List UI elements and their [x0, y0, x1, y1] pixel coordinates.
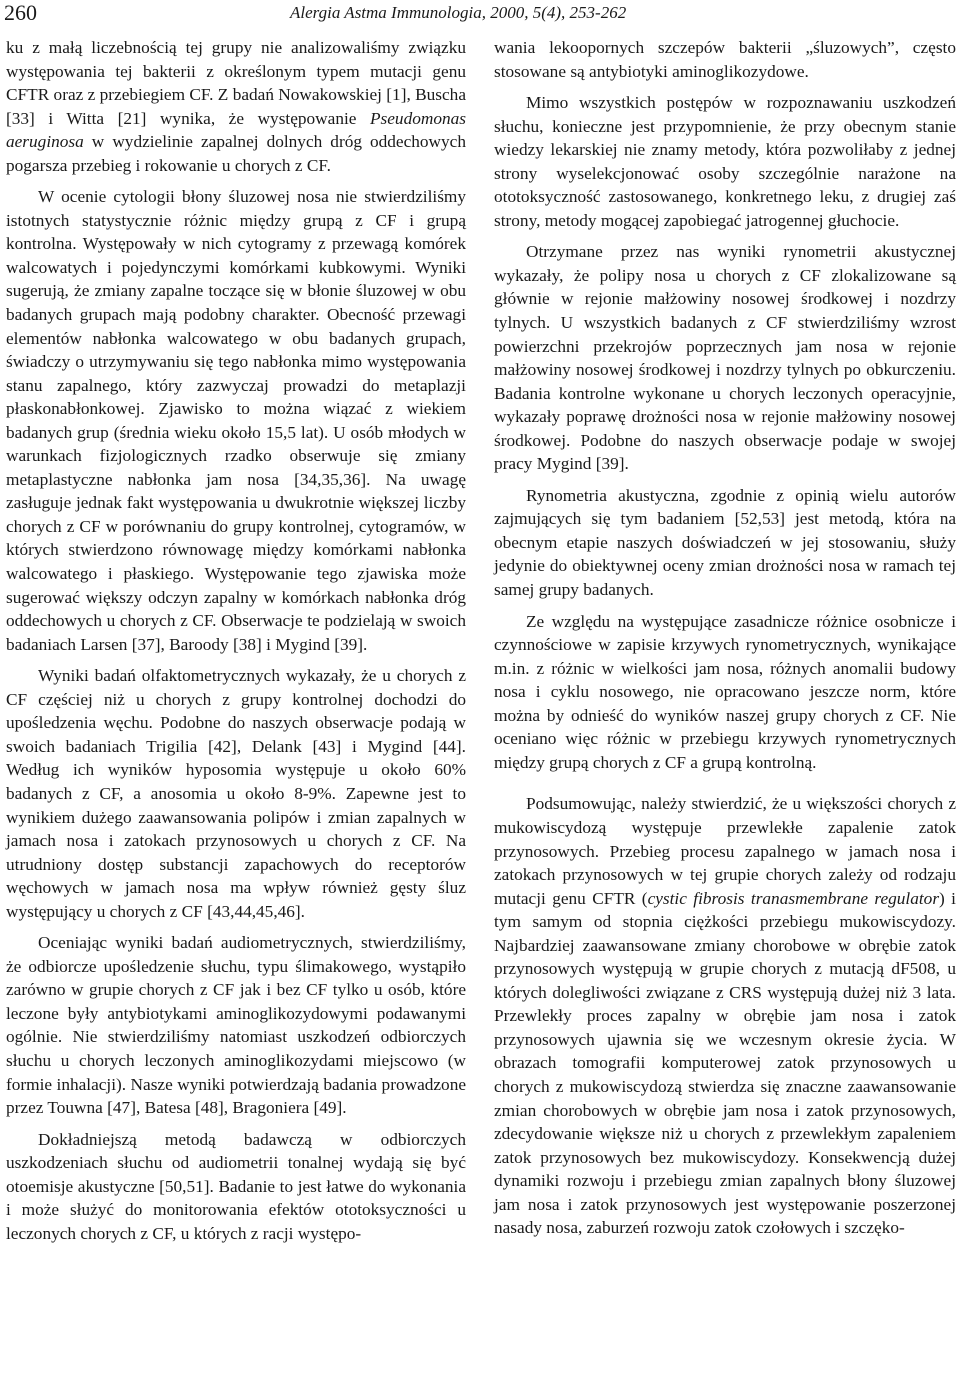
paragraph: Oceniając wyniki badań audiometrycznych, stwierdziliśmy, że odbiorcze upośledzenie słuchu, typu ślimakowego, wystąpiło zarówno w grupie chorych z CF jak i bez CF tylko u osób, które leczone były antybiotykami aminoglikozydowymi podawanymi ogólnie. Nie stwierdziliśmy natomiast uszkodzeń odbiorczych słuchu u chorych leczonych aminoglikozydami miejscowo (w formie inhalacji). Nasze wyniki potwierdzają badania prowadzone przez Touwna [47], Batesa [48], Bragoniera [49].	[6, 933, 466, 1118]
paragraph: Rynometria akustyczna, zgodnie z opinią wielu autorów zajmujących się tym badaniem [52,53] jest metodą, która na obecnym etapie naszych doświadczeń w jej stosowaniu, służy jedynie do obiektywnej oceny zmian drożności nosa w ramach tej samej grupy badanych.	[494, 485, 956, 600]
page-header	[0, 0, 960, 30]
species-name: Pseudomonas aeruginosa	[6, 108, 466, 152]
paragraph: W ocenie cytologii błony śluzowej nosa nie stwierdziliśmy istotnych statystycznie różnic między grupą z CF i grupą kontrolna. Występowały w nich cytogramy z przewagą komórek walcowatych i pojedynczymi komórkami kubkowymi. Wyniki sugerują, że zmiany zapalne toczące się w błonie śluzowej w obu badanych grupach mają podobny charakter. Obecność przewagi elementów nabłonka walcowatego w obu badanych grupach, świadczy o utrzymywaniu się tego nabłonka mimo występowania stanu zapalnego, który zazwyczaj prowadzi do metaplazji płaskonabłonkowej. Zjawisko to można wiązać z wiekiem badanych grup (średnia wieku około 15,5 lat). U osób młodych w warunkach fizjologicznych rzadko obserwuje się zmiany metaplastyczne nabłonka jam nosa [34,35,36]. Na uwagę zasługuje jednak fakt występowania u dwukrotnie większej liczby chorych z CF w porównaniu do grupy kontrolnej, cytogramów, w których stwierdzono równowagę między komórkami nabłonka walcowatego i płaskiego. Występowanie tego zjawiska może sugerować większy odczyn zapalny w komórkach nabłonka dróg oddechowych u chorych z CF. Obserwacje te podzielają w swoich badaniach Larsen [37], Baroody [38] i Mygind [39].	[6, 187, 466, 654]
paragraph: wania lekoopornych szczepów bakterii „śluzowych”, często stosowane są antybiotyki aminoglikozydowe.	[494, 38, 956, 81]
page-number: 260	[4, 0, 37, 25]
paragraph: Mimo wszystkich postępów w rozpoznawaniu uszkodzeń słuchu, konieczne jest przypomnienie, że przy obecnym stanie wiedzy lekarskiej nie znamy metody, która pozwoliłaby z jednej strony wyselekcjonować osoby szczególnie narażone na ototoksyczność zastosowanego, konkretnego leku, z drugiej zaś strony, metody mogącej zapobiegać jatrogennej głuchocie.	[494, 93, 956, 230]
summary-paragraph: Podsumowując, należy stwierdzić, że u większości chorych z mukowiscydozą występuje przewlekłe zapalenie zatok przynosowych. Przebieg procesu zapalnego w jamach nosa i zatokach przynosowych w tej grupie chorych zależy od rodzaju mutacji genu CFTR (cystic fibrosis tranasmembrane regulator) i tym samym od stopnia ciężkości przebiegu mukowiscydozy. Najbardziej zaawansowane zmiany chorobowe w obrębie zatok przynosowych występują w grupie chorych z mutacją dF508, u których dolegliwości związane z CRS występują dużej niż 3 lata. Przewlekły proces zapalny w obrębie jam nosa i zatok przynosowych ujawnia się we wczesnym okresie życia. W obrazach tomografii komputerowej zatok przynosowych u chorych z mukowiscydozą stwierdza się znaczne zaawansowanie zmian chorobowych w obrębie jam nosa i zatok przynosowych, zdecydowanie większe niż u chorych z przewlekłym zapaleniem zatok przynosowych bez mukowiscydozy. Konsekwencją dużej dynamiki rozwoju i przebiegu zmian zapalnych błony śluzowej jam nosa i zatok przynosowych jest występowanie poszerzonej nasady nosa, zaburzeń rozwoju zatok czołowych i szczęko-	[494, 794, 956, 1238]
journal-running-head: Alergia Astma Immunologia, 2000, 5(4), 253-262	[290, 3, 627, 22]
paragraph: Otrzymane przez nas wyniki rynometrii akustycznej wykazały, że polipy nosa u chorych z CF zlokalizowane są głównie w rejonie małżowiny nosowej środkowej i nozdrzy tylnych. U wszystkich badanych z CF stwierdziliśmy wzrost powierzchni przekrojów poprzecznych jam nosa w rejonie małżowiny nosowej środkowej i nozdrzy tylnych po obkurczeniu. Badania kontrolne wykonane u chorych leczonych operacyjnie, wykazały poprawę drożności nosa w rejonie małżowiny nosowej środkowej. Podobne do naszych obserwacje podaje w swojej pracy Mygind [39].	[494, 242, 956, 474]
paragraph: Wyniki badań olfaktometrycznych wykazały, że u chorych z CF częściej niż u chorych z grupy kontrolnej dochodzi do upośledzenia węchu. Podobne do naszych obserwacje podają w swoich badaniach Trigilia [42], Delank [43] i Mygind [44]. Według ich wyników hyposomia występuje u około 60% badanych z CF, a anosomia u około 8-9%. Zapewne jest to wynikiem dużego zaawansowania polipów i zmian zapalnych w jamach nosa i zatokach przynosowych u chorych z CF. Na utrudniony dostęp substancji zapachowych do receptorów węchowych w jamach nosa ma wpływ również gęsty śluz występujący u chorych z CF [43,44,45,46].	[6, 666, 466, 921]
paragraph: ku z małą liczebnością tej grupy nie analizowaliśmy związku występowania tej bakterii z określonym typem mutacji genu CFTR oraz z przebiegiem CF. Z badań Nowakowskiej [1], Buscha [33] i Witta [21] wynika, że występowanie Pseudomonas aeruginosa w wydzielinie zapalnej dolnych dróg oddechowych pogarsza przebieg i rokowanie u chorych z CF.	[6, 38, 466, 175]
paragraph: Dokładniejszą metodą badawczą w odbiorczych uszkodzeniach słuchu od audiometrii tonalnej wydają się być otoemisje akustyczne [50,51]. Badanie to jest łatwe do wykonania i może służyć do monitorowania efektów ototoksyczności u leczonych chorych z CF, u których z racji występo-	[6, 1129, 466, 1243]
term-expansion: cystic fibrosis tranasmembrane regulator	[647, 888, 940, 908]
left-column	[6, 36, 466, 1253]
paragraph: Ze względu na występujące zasadnicze różnice osobnicze i czynnościowe w zapisie krzywych rynometrycznych, wynikające m.in. z różnic w wielkości jam nosa, różnych anomalii budowy nosa i cyklu nosowego, nie opracowano jeszcze norm, które można by odnieść do wyników naszej grupy chorych z CF. Nie oceniano więc różnic w przebiegu krzywych rynometrycznych między grupą chorych z CF a grupą kontrolną.	[494, 611, 956, 772]
right-column	[494, 36, 956, 1248]
